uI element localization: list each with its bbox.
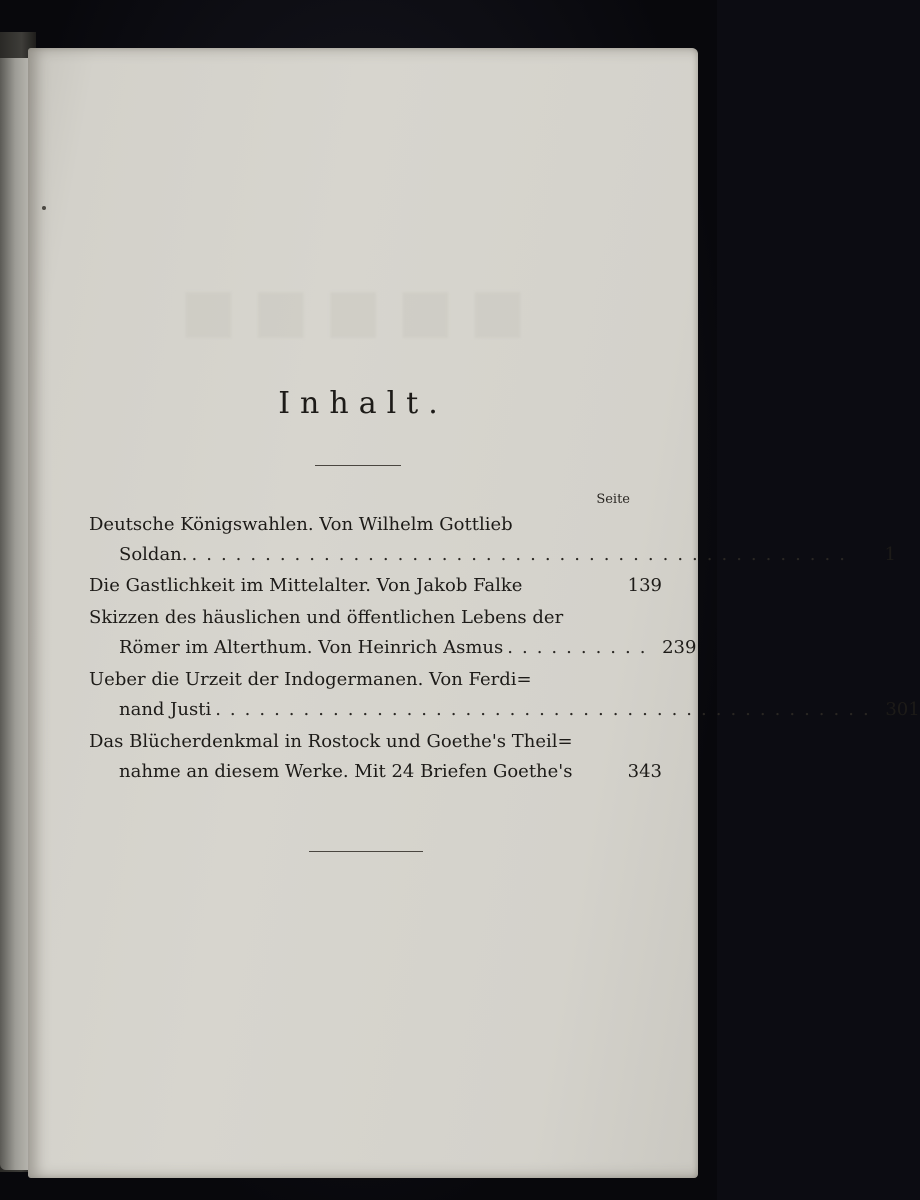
leader-dots: .............................................	[215, 699, 878, 720]
toc-entry	[89, 510, 896, 570]
toc-entry-title-cont: Römer im Alterthum. Von Heinrich Asmus	[119, 637, 504, 658]
toc-entry-title-cont: nahme an diesem Werke. Mit 24 Briefen Goethe's	[119, 761, 573, 782]
toc-entry	[89, 603, 697, 663]
ink-spot	[42, 206, 46, 210]
toc-page-number: 139	[627, 575, 662, 596]
toc-entry-line	[89, 571, 662, 601]
toc-page-number: 343	[627, 761, 662, 782]
toc-entry-continuation	[89, 757, 662, 787]
toc-page-number: 1	[884, 544, 896, 565]
closing-divider	[309, 851, 423, 852]
bleed-through-shadow: ▪▪▪▪▪	[177, 253, 539, 361]
toc-entry-title-cont: nand Justi	[119, 699, 212, 720]
toc-page-number: 239	[662, 637, 697, 658]
page-column-label: Seite	[596, 492, 630, 507]
toc-entry-continuation	[89, 695, 920, 725]
title-divider	[315, 465, 401, 466]
toc-page-number: 301	[885, 699, 920, 720]
toc-entry	[89, 571, 662, 601]
toc-entry	[89, 727, 662, 787]
toc-entry-title: Deutsche Königswahlen. Von Wilhelm Gottlieb	[89, 514, 513, 535]
toc-entry	[89, 665, 920, 725]
page-title: Inhalt.	[278, 386, 448, 421]
book-page	[28, 48, 920, 1178]
toc-entry-title: Das Blücherdenkmal in Rostock und Goethe's Theil=	[89, 731, 573, 752]
toc-entry-continuation	[89, 540, 896, 570]
toc-entry-title: Ueber die Urzeit der Indogermanen. Von Ferdi=	[89, 669, 532, 690]
toc-entry-title: Die Gastlichkeit im Mittelalter. Von Jakob Falke	[89, 575, 523, 596]
leader-dots: .............................................	[191, 544, 854, 565]
toc-entry-title-cont: Soldan.	[119, 544, 188, 565]
toc-entry-title: Skizzen des häuslichen und öffentlichen Lebens der	[89, 607, 564, 628]
toc-entry-continuation	[89, 633, 697, 663]
leader-dots: ..........	[507, 637, 655, 658]
